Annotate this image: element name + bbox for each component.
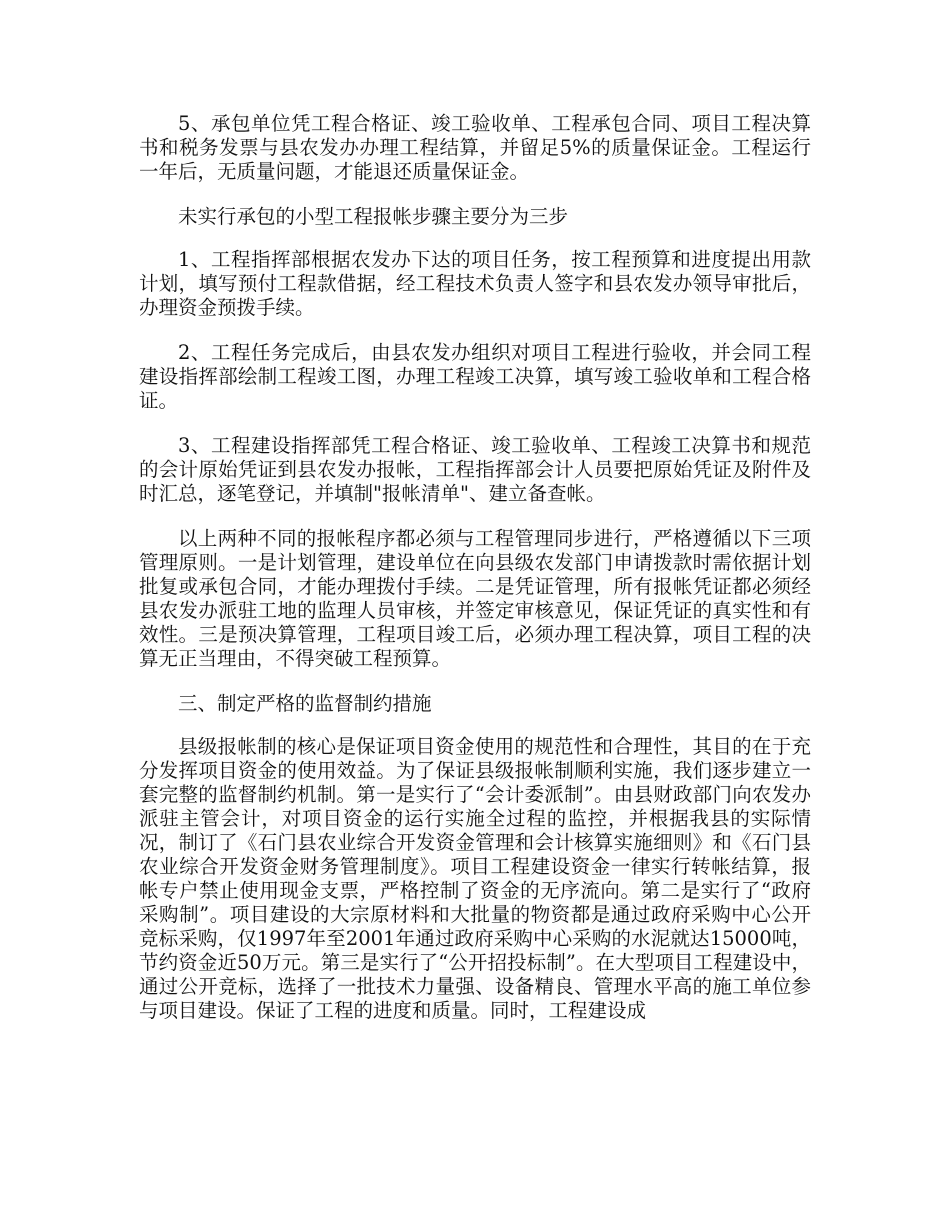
paragraph-supervision-mechanism: 县级报帐制的核心是保证项目资金使用的规范性和合理性，其目的在于充分发挥项目资金的使用效益。为了保证县级报帐制顺利实施，我们逐步建立一套完整的监督制约机制。第一是实行了“会计委派制”。由县财政部门向农发办派驻主管会计，对项目资金的运行实施全过程的监控，并根据我县的实际情况，制订了《石门县农业综合开发资金管理和会计核算实施细则》和《石门县农业综合开发资金财务管理制度》。项目工程建设资金一律实行转帐结算，报帐专户禁止使用现金支票，严格控制了资金的无序流向。第二是实行了“政府采购制”。项目建设的大宗原材料和大批量的物资都是通过政府采购中心公开竞标采购，仅1997年至2001年通过政府采购中心采购的水泥就达15000吨，节约资金近50万元。第三是实行了“公开招投标制”。在大型项目工程建设中，通过公开竞标，选择了一批技术力量强、设备精良、管理水平高的施工单位参与项目建设。保证了工程的进度和质量。同时，工程建设成 <box>139 735 811 1022</box>
section-heading-supervision: 三、制定严格的监督制约措施 <box>178 692 432 715</box>
paragraph-contractor-settlement: 5、承包单位凭工程合格证、竣工验收单、工程承包合同、项目工程决算书和税务发票与县农发办办理工程结算，并留足5%的质量保证金。工程运行一年后，无质量问题，才能退还质量保证金。 <box>139 112 811 183</box>
paragraph-step-2: 2、工程任务完成后，由县农发办组织对项目工程进行验收，并会同工程建设指挥部绘制工程竣工图，办理工程竣工决算，填写竣工验收单和工程合格证。 <box>139 341 811 412</box>
paragraph-step-1: 1、工程指挥部根据农发办下达的项目任务，按工程预算和进度提出用款计划，填写预付工程款借据，经工程技术负责人签字和县农发办领导审批后，办理资金预拨手续。 <box>139 248 811 319</box>
paragraph-step-3: 3、工程建设指挥部凭工程合格证、竣工验收单、工程竣工决算书和规范的会计原始凭证到县农发办报帐，工程指挥部会计人员要把原始凭证及附件及时汇总，逐笔登记，并填制"报帐清单"、建立备查帐。 <box>139 434 811 505</box>
paragraph-management-principles: 以上两种不同的报帐程序都必须与工程管理同步进行，严格遵循以下三项管理原则。一是计划管理，建设单位在向县级农发部门申请拨款时需依据计划批复或承包合同，才能办理拨付手续。二是凭证管理，所有报帐凭证都必须经县农发办派驻工地的监理人员审核，并签定审核意见，保证凭证的真实性和有效性。三是预决算管理，工程项目竣工后，必须办理工程决算，项目工程的决算无正当理由，不得突破工程预算。 <box>139 527 811 670</box>
paragraph-small-project-steps-intro: 未实行承包的小型工程报帐步骤主要分为三步 <box>178 205 569 228</box>
document-body <box>139 112 811 1023</box>
